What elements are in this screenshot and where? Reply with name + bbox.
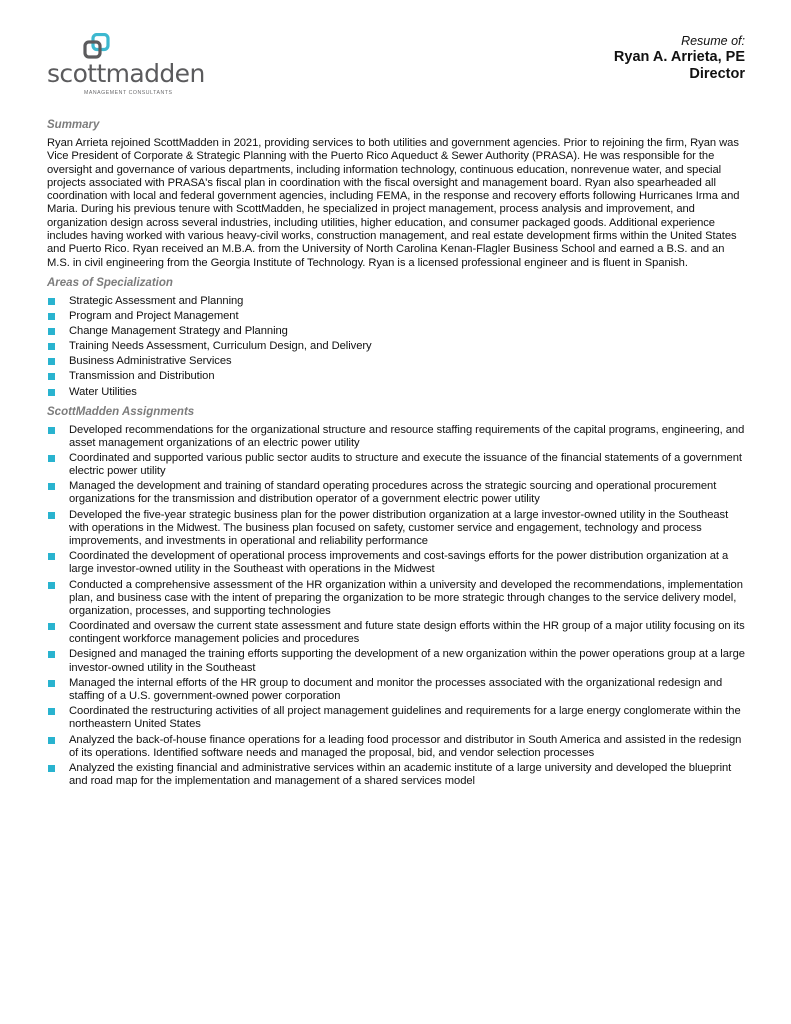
list-item: Developed the five-year strategic business plan for the power distribution organization at a large investor-owned utility in the Southeast with operations in the Midwest. The business plan focused on safety, customer service and engagement, technology and process improvements, and investments in operational and reliability performance (47, 509, 747, 548)
summary-heading: Summary (47, 119, 100, 131)
list-item: Program and Project Management (47, 310, 747, 323)
square-bullet-icon (48, 737, 55, 744)
list-item: Business Administrative Services (47, 355, 747, 368)
list-item: Developed recommendations for the organizational structure and resource staffing requirements of the capital programs, engineering, and asset management organizations of an electric power utility (47, 424, 747, 450)
resume-body (47, 118, 747, 794)
assignments-heading: ScottMadden Assignments (47, 405, 195, 418)
list-item: Transmission and Distribution (47, 370, 747, 383)
square-bullet-icon (48, 455, 55, 462)
list-item: Strategic Assessment and Planning (47, 295, 747, 308)
square-bullet-icon (48, 389, 55, 396)
resume-of-label: Resume of: (681, 34, 745, 48)
square-bullet-icon (48, 651, 55, 658)
square-bullet-icon (48, 512, 55, 519)
square-bullet-icon (48, 765, 55, 772)
person-name: Ryan A. Arrieta, PE (613, 49, 745, 65)
resume-header (614, 34, 745, 83)
logo-wordmark: scottmadden (47, 59, 205, 88)
square-bullet-icon (48, 680, 55, 687)
list-item: Water Utilities (47, 386, 747, 399)
list-item: Managed the development and training of standard operating procedures across the strategic sourcing and operational procurement organizations for the transmission and distribution operator of a government electric power utility (47, 480, 747, 506)
square-bullet-icon (48, 298, 55, 305)
person-title: Director (689, 66, 745, 82)
list-item: Coordinated the restructuring activities of all project management guidelines and requirements for a large energy conglomerate within the northeastern United States (47, 705, 747, 731)
list-item: Analyzed the back-of-house finance operations for a leading food processor and distributor in South America and assisted in the redesign of its operations. Identified software needs and managed the proposal, bid, and vendor selection processes (47, 734, 747, 760)
square-bullet-icon (48, 708, 55, 715)
specialization-list (47, 295, 747, 399)
list-item: Coordinated and oversaw the current state assessment and future state design efforts within the HR group of a major utility focusing on its contingent workforce management policies and procedures (47, 620, 747, 646)
logo-tagline: MANAGEMENT CONSULTANTS (84, 90, 173, 96)
assignments-list (47, 424, 747, 789)
square-bullet-icon (48, 623, 55, 630)
specialization-heading: Areas of Specialization (47, 276, 173, 289)
square-bullet-icon (48, 343, 55, 350)
logo-mark-icon (83, 33, 113, 61)
square-bullet-icon (48, 483, 55, 490)
square-bullet-icon (48, 373, 55, 380)
list-item: Training Needs Assessment, Curriculum Design, and Delivery (47, 340, 747, 353)
list-item: Change Management Strategy and Planning (47, 325, 747, 338)
list-item: Managed the internal efforts of the HR group to document and monitor the processes associated with the organizational redesign and staffing of a U.S. government-owned power corporation (47, 677, 747, 703)
square-bullet-icon (48, 313, 55, 320)
list-item: Conducted a comprehensive assessment of the HR organization within a university and developed the recommendations, implementation plan, and business case with the intent of preparing the organization to be more strategic through changes to the service delivery model, organization, processes, and supporting technologies (47, 579, 747, 618)
list-item: Analyzed the existing financial and administrative services within an academic institute of a large university and developed the blueprint and road map for the implementation and management of a shared services model (47, 762, 747, 788)
company-logo (47, 33, 205, 97)
square-bullet-icon (48, 328, 55, 335)
square-bullet-icon (48, 553, 55, 560)
square-bullet-icon (48, 427, 55, 434)
list-item: Coordinated the development of operational process improvements and cost-savings efforts for the power distribution organization at a large investor-owned utility in the Southeast with operations in the Midwest (47, 550, 747, 576)
square-bullet-icon (48, 582, 55, 589)
square-bullet-icon (48, 358, 55, 365)
summary-text: Ryan Arrieta rejoined ScottMadden in 2021, providing services to both utilities and government agencies. Prior to rejoining the firm, Ryan was Vice President of Corporate & Strategic Planning with the Puerto Rico Aqueduct & Sewer Authority (PRASA). He was responsible for the oversight and governance of various departments, including information technology, continuous education, nonrevenue water, and special projects associated with PRASA's fiscal plan in coordination with the fiscal oversight and management board. Ryan also spearheaded all coordination with local and federal government agencies, including FEMA, in the response and recovery efforts following Hurricanes Irma and Maria. During his previous tenure with ScottMadden, he specialized in project management, process analysis and improvement, and organization design across several industries, including utilities, higher education, and consumer packaged goods. Additional experience includes having worked with various heavy-civil works, construction management, and real estate development firms within the United States and Puerto Rico. Ryan received an M.B.A. from the University of North Carolina Kenan-Flagler Business School and earned a B.S. and an M.S. in civil engineering from the Georgia Institute of Technology. Ryan is a licensed professional engineer and is fluent in Spanish. (47, 137, 740, 269)
list-item: Designed and managed the training efforts supporting the development of a new organization within the power operations group at a large investor-owned utility in the Southeast (47, 648, 747, 674)
list-item: Coordinated and supported various public sector audits to structure and execute the issuance of the financial statements of a government electric power utility (47, 452, 747, 478)
